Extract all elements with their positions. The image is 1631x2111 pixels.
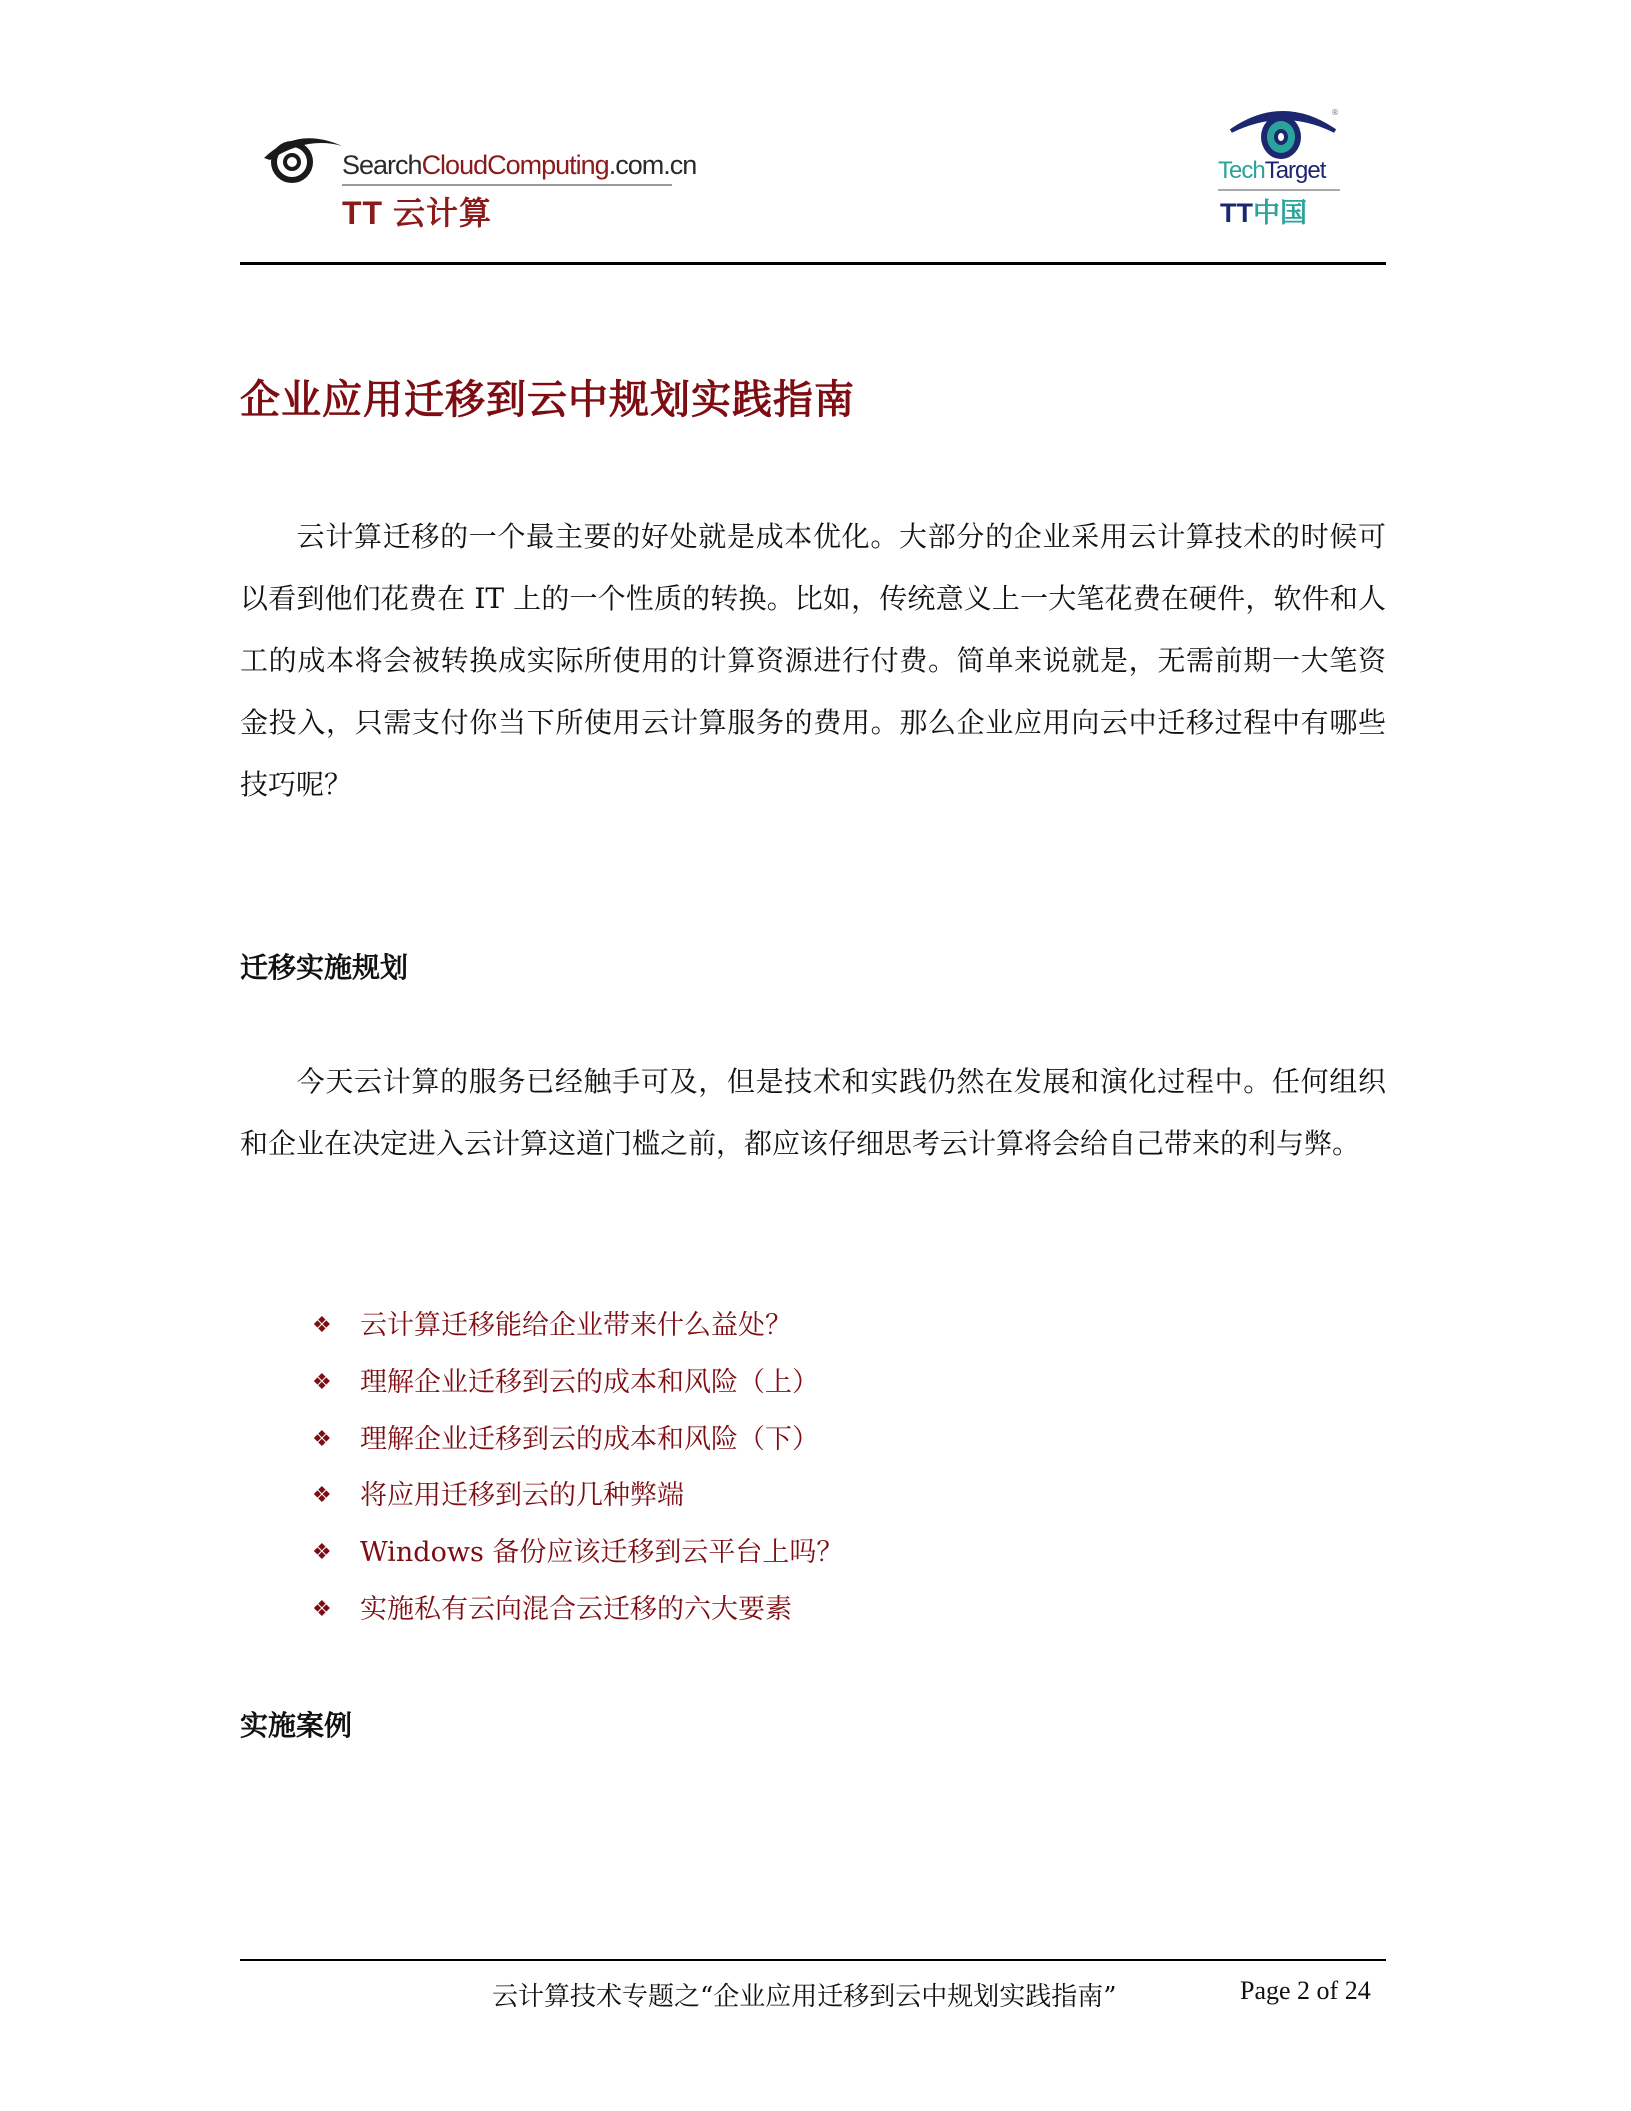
document-title: 企业应用迁移到云中规划实践指南 — [240, 377, 855, 423]
svg-text:®: ® — [1331, 108, 1339, 117]
diamond-bullet-icon: ❖ — [312, 1540, 332, 1566]
eye-logo-icon — [262, 128, 352, 188]
page-number: Page 2 of 24 — [1240, 1976, 1371, 2005]
list-item — [312, 1355, 843, 1412]
title-decorative-bar — [242, 447, 1287, 459]
diamond-bullet-icon: ❖ — [312, 1369, 332, 1395]
diamond-bullet-icon: ❖ — [312, 1313, 332, 1339]
section-paragraph — [240, 1051, 1386, 1175]
section-body-text: 今天云计算的服务已经触手可及，但是技术和实践仍然在发展和演化过程中。任何组织和企业在决定进入云计算这道门槛之前，都应该仔细思考云计算将会给自己带来的利与弊。 — [240, 1065, 1386, 1160]
footer-title: 云计算技术专题之“企业应用迁移到云中规划实践指南” — [492, 1982, 1117, 2012]
list-item — [312, 1468, 843, 1525]
site-name-part2: CloudComputing — [421, 150, 609, 180]
diamond-bullet-icon: ❖ — [312, 1483, 332, 1509]
wordmark-part2: Target — [1264, 157, 1326, 184]
intro-text: 云计算迁移的一个最主要的好处就是成本优化。大部分的企业采用云计算技术的时候可以看到他们花费在 IT 上的一个性质的转换。比如，传统意义上一大笔花费在硬件，软件和人工的成本将会被转换成实际所使用的计算资源进行付费。简单来说就是，无需前期一大笔资金投入，只需支付你当下所使用云计算服务的费用。那么企业应用向云中迁移过程中有哪些技巧呢？ — [240, 520, 1386, 801]
site-name-part3: .com.cn — [608, 150, 697, 180]
searchcloudcomputing-logo — [262, 128, 697, 231]
site-name-part1: Search — [342, 150, 422, 180]
list-item — [312, 1582, 843, 1639]
tt-china-mark — [1220, 191, 1307, 230]
techtarget-eye-icon — [1223, 105, 1343, 160]
intro-paragraph — [240, 506, 1386, 816]
diamond-bullet-icon: ❖ — [312, 1426, 332, 1452]
list-item — [312, 1298, 843, 1355]
list-item — [312, 1525, 843, 1582]
tt-mark: TT — [1220, 198, 1253, 228]
article-link[interactable]: 将应用迁移到云的几种弊端 — [360, 1480, 684, 1512]
article-link[interactable]: 实施私有云向混合云迁移的六大要素 — [360, 1593, 792, 1625]
section-decorative-bar — [368, 1719, 970, 1731]
article-link[interactable]: Windows 备份应该迁移到云平台上吗？ — [360, 1537, 844, 1569]
section-heading-planning: 迁移实施规划 — [240, 951, 409, 984]
footer-divider — [240, 1959, 1386, 1961]
china-mark: 中国 — [1253, 198, 1307, 228]
techtarget-wordmark — [1218, 157, 1325, 185]
section-heading-cases: 实施案例 — [240, 1709, 353, 1742]
logo-underline — [342, 184, 672, 186]
article-link[interactable]: 理解企业迁移到云的成本和风险（下） — [360, 1423, 819, 1455]
article-link[interactable]: 云计算迁移能给企业带来什么益处？ — [360, 1310, 792, 1341]
article-link[interactable]: 理解企业迁移到云的成本和风险（上） — [360, 1366, 819, 1398]
section-decorative-bar — [440, 960, 1030, 972]
header-divider — [240, 262, 1386, 265]
logo-subtitle: TT 云计算 — [342, 195, 492, 231]
article-link-list — [312, 1298, 843, 1639]
wordmark-part1: Tech — [1218, 157, 1265, 184]
site-name — [342, 150, 696, 181]
diamond-bullet-icon: ❖ — [312, 1597, 332, 1623]
techtarget-logo — [1218, 105, 1348, 228]
list-item — [312, 1412, 843, 1469]
